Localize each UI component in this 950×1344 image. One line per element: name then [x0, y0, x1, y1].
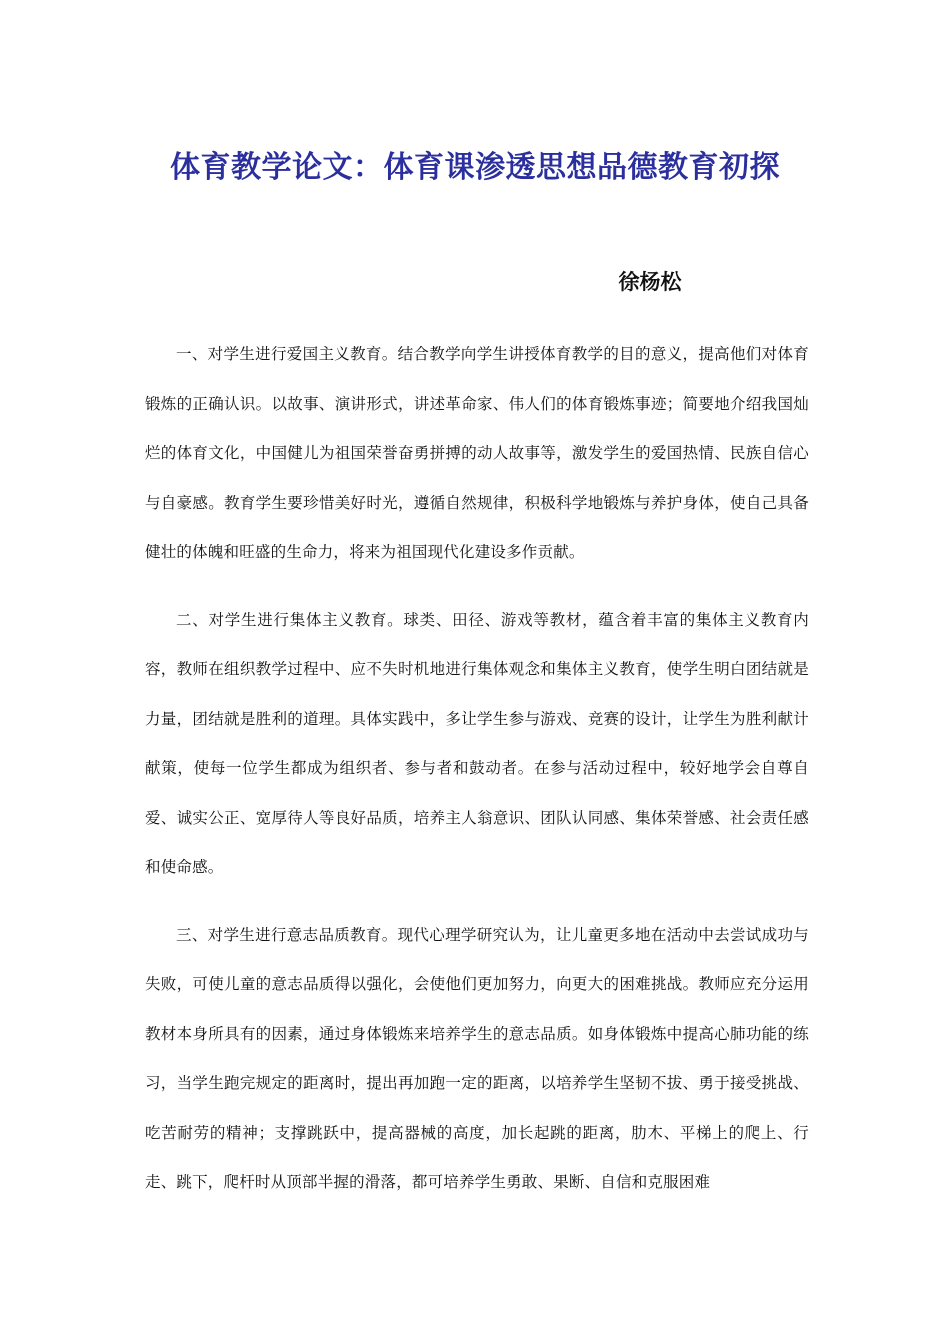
paragraph-1: 一、对学生进行爱国主义教育。结合教学向学生讲授体育教学的目的意义，提高他们对体育锻炼的正确认识。以故事、演讲形式，讲述革命家、伟人们的体育锻炼事迹；简要地介绍我国灿烂的体育文化，中国健儿为祖国荣誉奋勇拼搏的动人故事等，激发学生的爱国热情、民族自信心与自豪感。教育学生要珍惜美好时光，遵循自然规律，积极科学地锻炼与养护身体，使自己具备健壮的体魄和旺盛的生命力，将来为祖国现代化建设多作贡献。	[145, 345, 809, 561]
paragraph-2: 二、对学生进行集体主义教育。球类、田径、游戏等教材，蕴含着丰富的集体主义教育内容，教师在组织教学过程中、应不失时机地进行集体观念和集体主义教育，使学生明白团结就是力量，团结就是胜利的道理。具体实践中，多让学生参与游戏、竞赛的设计，让学生为胜利献计献策，使每一位学生都成为组织者、参与者和鼓动者。在参与活动过程中，较好地学会自尊自爱、诚实公正、宽厚待人等良好品质，培养主人翁意识、团队认同感、集体荣誉感、社会责任感和使命感。	[145, 610, 809, 876]
document-body	[145, 330, 809, 1226]
document-title: 体育教学论文：体育课渗透思想品德教育初探	[170, 150, 780, 185]
document-author: 徐杨松	[618, 270, 682, 294]
paragraph-3: 三、对学生进行意志品质教育。现代心理学研究认为，让儿童更多地在活动中去尝试成功与失败，可使儿童的意志品质得以强化，会使他们更加努力，向更大的困难挑战。教师应充分运用教材本身所具有的因素，通过身体锻炼来培养学生的意志品质。如身体锻炼中提高心肺功能的练习，当学生跑完规定的距离时，提出再加跑一定的距离，以培养学生坚韧不拔、勇于接受挑战、吃苦耐劳的精神；支撑跳跃中，提高器械的高度，加长起跳的距离，肋木、平梯上的爬上、行走、跳下，爬杆时从顶部半握的滑落，都可培养学生勇敢、果断、自信和克服困难	[145, 925, 809, 1191]
